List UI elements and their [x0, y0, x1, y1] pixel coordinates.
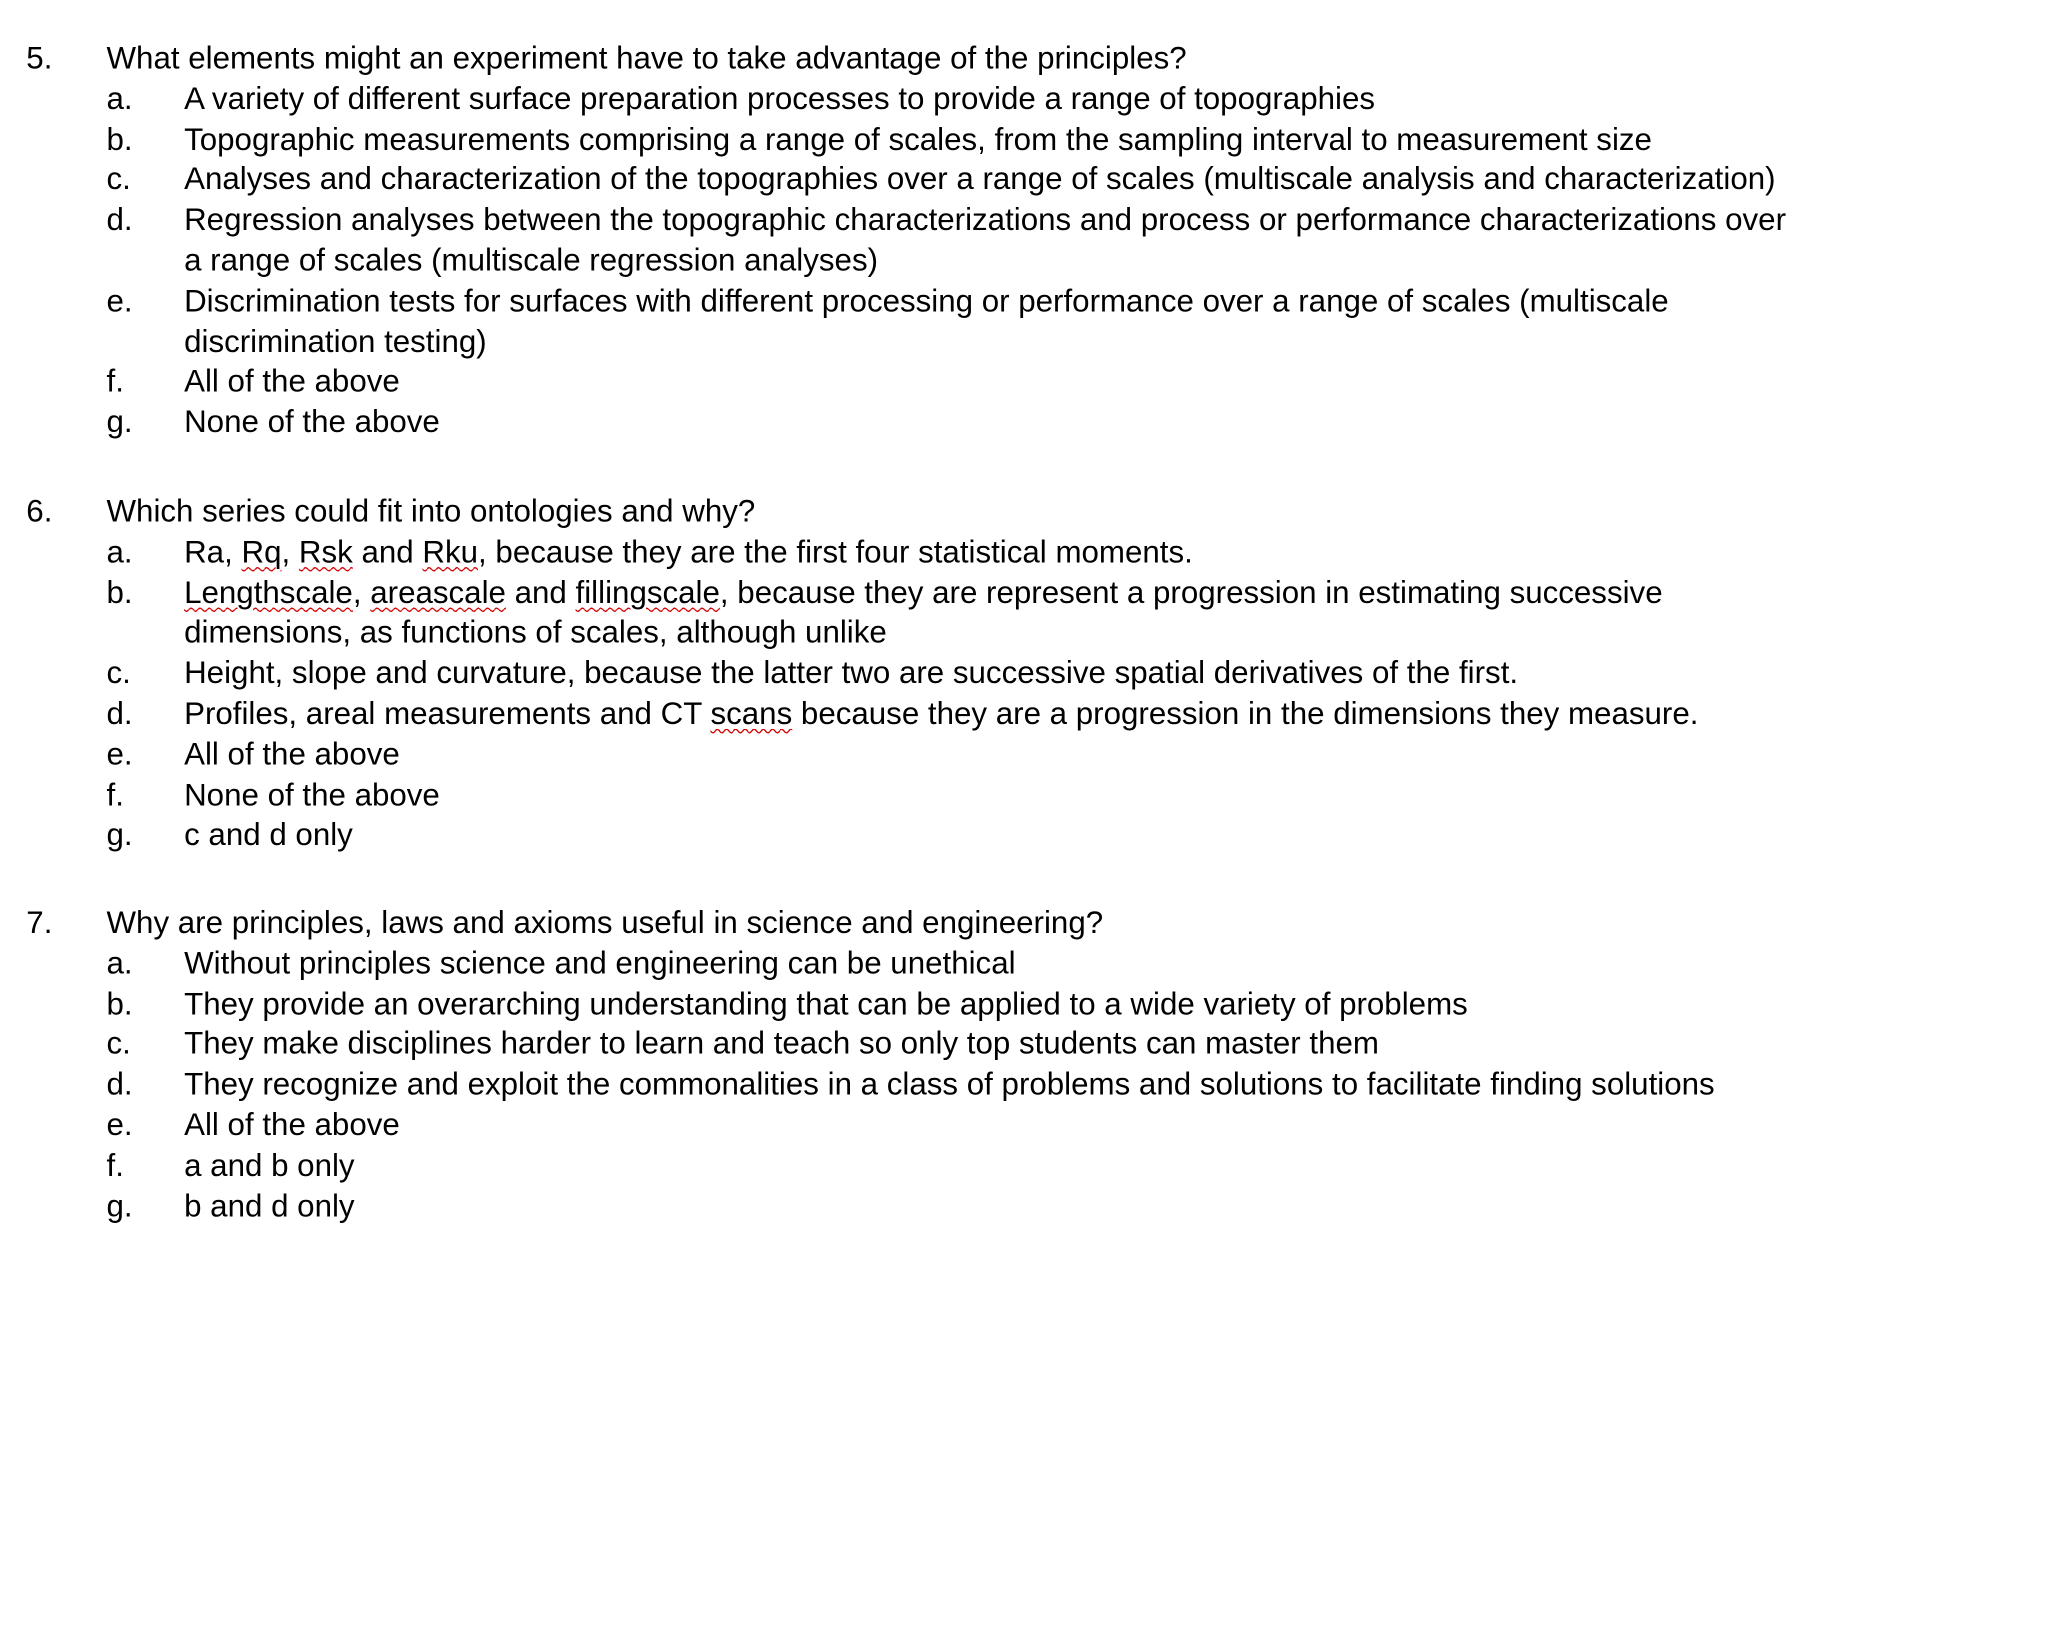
option-text	[184, 574, 1663, 614]
option-d	[0, 1066, 2046, 1106]
option-letter: e.	[106, 283, 133, 319]
option-text: Topographic measurements comprising a range of scales, from the sampling interval to measurement size	[184, 121, 1652, 158]
option-f	[0, 363, 2046, 403]
option-letter: f.	[106, 364, 124, 400]
option-text	[184, 533, 1193, 573]
spellcheck-word: scans	[710, 696, 793, 732]
option-text: a and b only	[184, 1147, 355, 1184]
question-stem	[0, 39, 2046, 79]
spellcheck-word: areascale	[370, 574, 506, 611]
option-g	[0, 404, 2046, 444]
option-e	[0, 1106, 2046, 1146]
question-5	[0, 39, 2046, 444]
question-stem	[0, 904, 2046, 944]
option-b	[0, 574, 2046, 614]
option-g	[0, 816, 2046, 856]
option-d	[0, 201, 2046, 241]
question-6	[0, 493, 2046, 857]
text-segment: and	[352, 534, 423, 570]
option-b	[0, 120, 2046, 160]
option-letter: a.	[106, 945, 133, 982]
option-letter: g.	[106, 404, 133, 441]
option-d	[0, 695, 2046, 735]
question-number: 5.	[26, 40, 53, 77]
option-c	[0, 161, 2046, 201]
option-f	[0, 1147, 2046, 1187]
option-g	[0, 1187, 2046, 1227]
option-text: A variety of different surface preparation processes to provide a range of topographies	[184, 81, 1376, 117]
option-text: c and d only	[184, 817, 353, 854]
option-letter: g.	[106, 1188, 133, 1224]
question-stem	[0, 493, 2046, 533]
option-letter: d.	[106, 202, 133, 239]
option-letter: c.	[106, 655, 131, 692]
option-text: b and d only	[184, 1188, 355, 1224]
option-f	[0, 776, 2046, 816]
question-text: Why are principles, laws and axioms useful in science and engineering?	[106, 905, 1104, 941]
option-text: Analyses and characterization of the topographies over a range of scales (multiscale analysis and characterization)	[184, 162, 1776, 198]
text-segment: ,	[281, 534, 299, 570]
text-segment: Ra,	[184, 534, 242, 570]
option-letter: f.	[106, 1147, 124, 1184]
option-text: None of the above	[184, 404, 440, 441]
spellcheck-word: fillingscale	[575, 574, 720, 611]
option-letter: e.	[106, 1107, 133, 1143]
question-text: Which series could fit into ontologies and why?	[106, 493, 756, 530]
option-letter: b.	[106, 986, 133, 1022]
option-c	[0, 1025, 2046, 1065]
question-number: 7.	[26, 905, 53, 941]
option-text: They provide an overarching understanding that can be applied to a wide variety of problems	[184, 986, 1468, 1022]
option-text: They recognize and exploit the commonalities in a class of problems and solutions to facilitate finding solutions	[184, 1067, 1715, 1103]
option-letter: f.	[106, 777, 124, 813]
option-d-continuation	[0, 242, 2046, 282]
option-text: a range of scales (multiscale regression analyses)	[184, 243, 879, 279]
option-text: Discrimination tests for surfaces with different processing or performance over a range of scales (multiscale	[184, 283, 1669, 319]
option-text: They make disciplines harder to learn and teach so only top students can master them	[184, 1026, 1379, 1063]
option-text	[184, 695, 1698, 735]
option-text: All of the above	[184, 736, 400, 773]
option-text: dimensions, as functions of scales, although unlike	[184, 615, 887, 651]
option-letter: a.	[106, 81, 133, 117]
option-letter: a.	[106, 534, 133, 570]
option-c	[0, 655, 2046, 695]
option-text: Regression analyses between the topographic characterizations and process or performance characterizations over	[184, 202, 1787, 239]
option-text: All of the above	[184, 1107, 400, 1143]
spellcheck-word: Lengthscale	[184, 574, 353, 611]
option-a	[0, 533, 2046, 573]
option-text: None of the above	[184, 777, 440, 813]
text-segment: because they are a progression in the dimensions they measure.	[792, 696, 1699, 732]
option-a	[0, 944, 2046, 984]
option-text: Height, slope and curvature, because the latter two are successive spatial derivatives of the first.	[184, 655, 1519, 692]
question-text: What elements might an experiment have to take advantage of the principles?	[106, 40, 1187, 77]
option-text: Without principles science and engineering can be unethical	[184, 945, 1016, 982]
spellcheck-word: Rku	[422, 534, 479, 570]
option-e-continuation	[0, 323, 2046, 363]
option-letter: c.	[106, 1026, 131, 1063]
option-e	[0, 735, 2046, 775]
option-text: All of the above	[184, 364, 400, 400]
option-letter: d.	[106, 696, 133, 732]
option-a	[0, 80, 2046, 120]
question-number: 6.	[26, 493, 53, 530]
option-letter: e.	[106, 736, 133, 773]
spellcheck-word: Rsk	[298, 534, 353, 570]
option-letter: d.	[106, 1067, 133, 1103]
text-segment: and	[505, 574, 576, 611]
question-7	[0, 904, 2046, 1228]
option-text: discrimination testing)	[184, 323, 487, 360]
option-letter: b.	[106, 121, 133, 158]
text-segment: Profiles, areal measurements and CT	[184, 696, 711, 732]
option-b-continuation	[0, 614, 2046, 654]
option-letter: c.	[106, 162, 131, 198]
option-b	[0, 985, 2046, 1025]
spellcheck-word: Rq	[241, 534, 282, 570]
option-letter: b.	[106, 574, 133, 611]
text-segment: , because they are represent a progression in estimating successive	[719, 574, 1663, 611]
text-segment: ,	[352, 574, 371, 611]
option-letter: g.	[106, 817, 133, 854]
text-segment: , because they are the first four statistical moments.	[478, 534, 1193, 570]
option-e	[0, 282, 2046, 322]
